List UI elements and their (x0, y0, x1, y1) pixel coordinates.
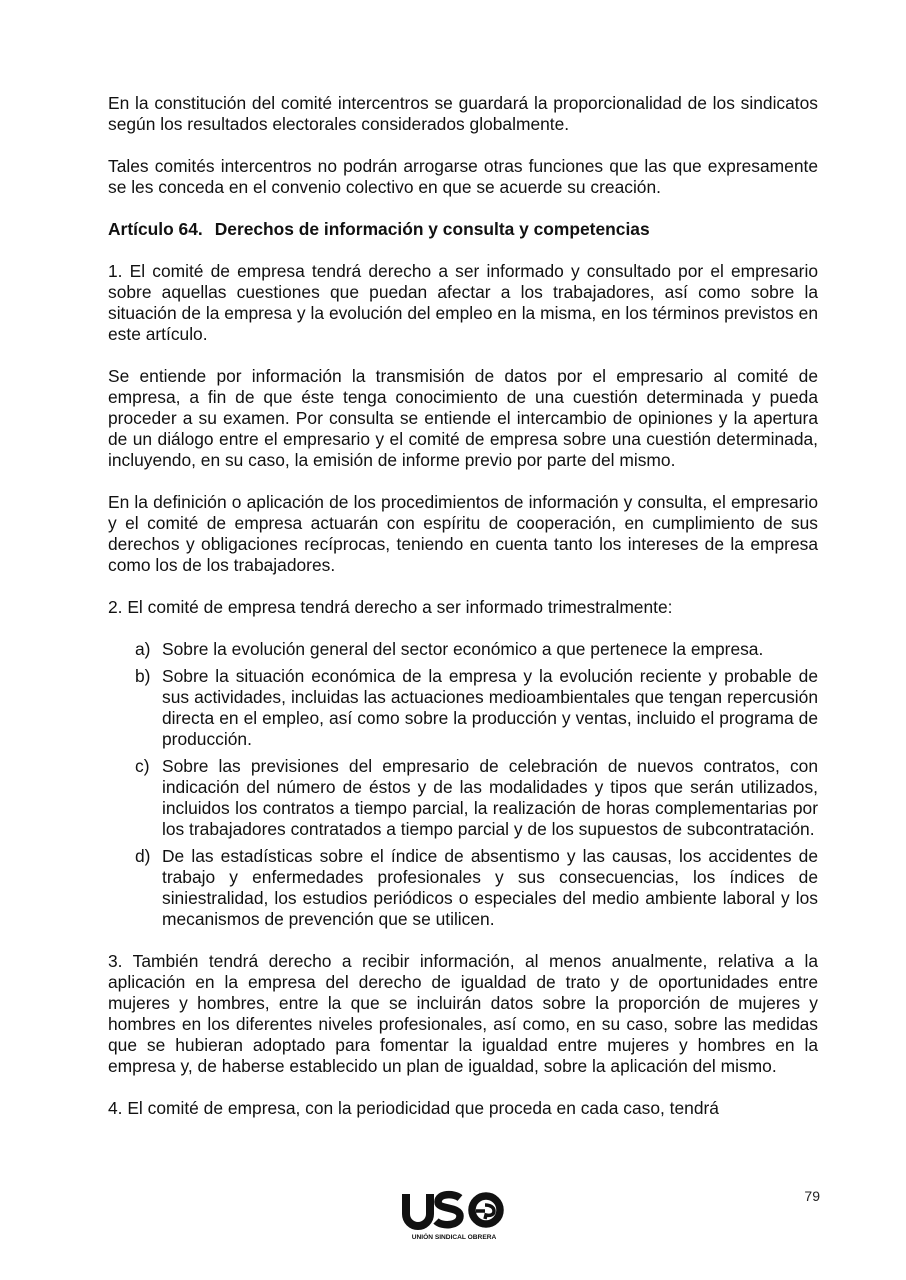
list-marker: d) (135, 846, 151, 866)
quarterly-information-list (108, 639, 818, 930)
page-body (108, 93, 818, 1119)
article-number: Artículo 64. (108, 219, 203, 239)
logo-caption: UNIÓN SINDICAL OBRERA (411, 1234, 497, 1241)
paragraph-section-1: 1. El comité de empresa tendrá derecho a ser informado y consultado por el empresario sobre aquellas cuestiones que puedan afectar a los trabajadores, así como sobre la situación de la empresa y la evolución del empleo en la misma, en los términos previstos en este artículo. (108, 261, 818, 344)
page-number: 79 (804, 1188, 820, 1204)
list-marker: a) (135, 639, 151, 659)
list-item (108, 666, 818, 750)
list-item-text: Sobre la situación económica de la empresa y la evolución reciente y probable de sus actividades, incluidas las actuaciones medioambientales que tengan repercusión directa en el empleo, así como sobre la producción y ventas, incluido el programa de producción. (162, 666, 818, 749)
paragraph-definitions: Se entiende por información la transmisión de datos por el empresario al comité de empresa, a fin de que éste tenga conocimiento de una cuestión determinada y pueda proceder a su examen. Por consulta se entiende el intercambio de opiniones y la apertura de un diálogo entre el empresario y el comité de empresa sobre una cuestión determinada, incluyendo, en su caso, la emisión de informe previo por parte del mismo. (108, 366, 818, 470)
paragraph-section-4: 4. El comité de empresa, con la periodicidad que proceda en cada caso, tendrá (108, 1098, 719, 1118)
list-item-text: Sobre la evolución general del sector económico a que pertenece la empresa. (162, 639, 764, 659)
uso-logo (402, 1190, 506, 1242)
article-title: Derechos de información y consulta y competencias (214, 219, 650, 239)
paragraph-intercentros-functions: Tales comités intercentros no podrán arrogarse otras funciones que las que expresamente se les conceda en el convenio colectivo en que se acuerde su creación. (108, 156, 818, 197)
paragraph-section-2: 2. El comité de empresa tendrá derecho a ser informado trimestralmente: (108, 597, 673, 617)
list-item-text: De las estadísticas sobre el índice de absentismo y las causas, los accidentes de trabajo y enfermedades profesionales y sus consecuencias, los índices de siniestralidad, los estudios periódicos o especiales del medio ambiente laboral y los mecanismos de prevención que se utilicen. (162, 846, 818, 929)
list-item-text: Sobre las previsiones del empresario de celebración de nuevos contratos, con indicación del número de éstos y de las modalidades y tipos que serán utilizados, incluidos los contratos a tiempo parcial, la realización de horas complementarias por los trabajadores contratados a tiempo parcial y de los supuestos de subcontratación. (162, 756, 818, 839)
list-item (108, 846, 818, 930)
paragraph-intercentros-proportionality: En la constitución del comité intercentros se guardará la proporcionalidad de los sindicatos según los resultados electorales considerados globalmente. (108, 93, 818, 134)
paragraph-section-3: 3. También tendrá derecho a recibir información, al menos anualmente, relativa a la aplicación en la empresa del derecho de igualdad de trato y de oportunidades entre mujeres y hombres, entre la que se incluirán datos sobre la proporción de mujeres y hombres en los diferentes niveles profesionales, así como, en su caso, sobre las medidas que se hubieran adoptado para fomentar la igualdad entre mujeres y hombres en la empresa y, de haberse establecido un plan de igualdad, sobre la aplicación del mismo. (108, 951, 818, 1076)
paragraph-cooperation: En la definición o aplicación de los procedimientos de información y consulta, el empresario y el comité de empresa actuarán con espíritu de cooperación, en cumplimiento de sus derechos y obligaciones recíprocas, teniendo en cuenta tanto los intereses de la empresa como los de los trabajadores. (108, 492, 818, 575)
list-item (108, 639, 818, 660)
list-item (108, 756, 818, 840)
list-marker: c) (135, 756, 150, 776)
article-heading (108, 219, 818, 240)
list-marker: b) (135, 666, 151, 686)
